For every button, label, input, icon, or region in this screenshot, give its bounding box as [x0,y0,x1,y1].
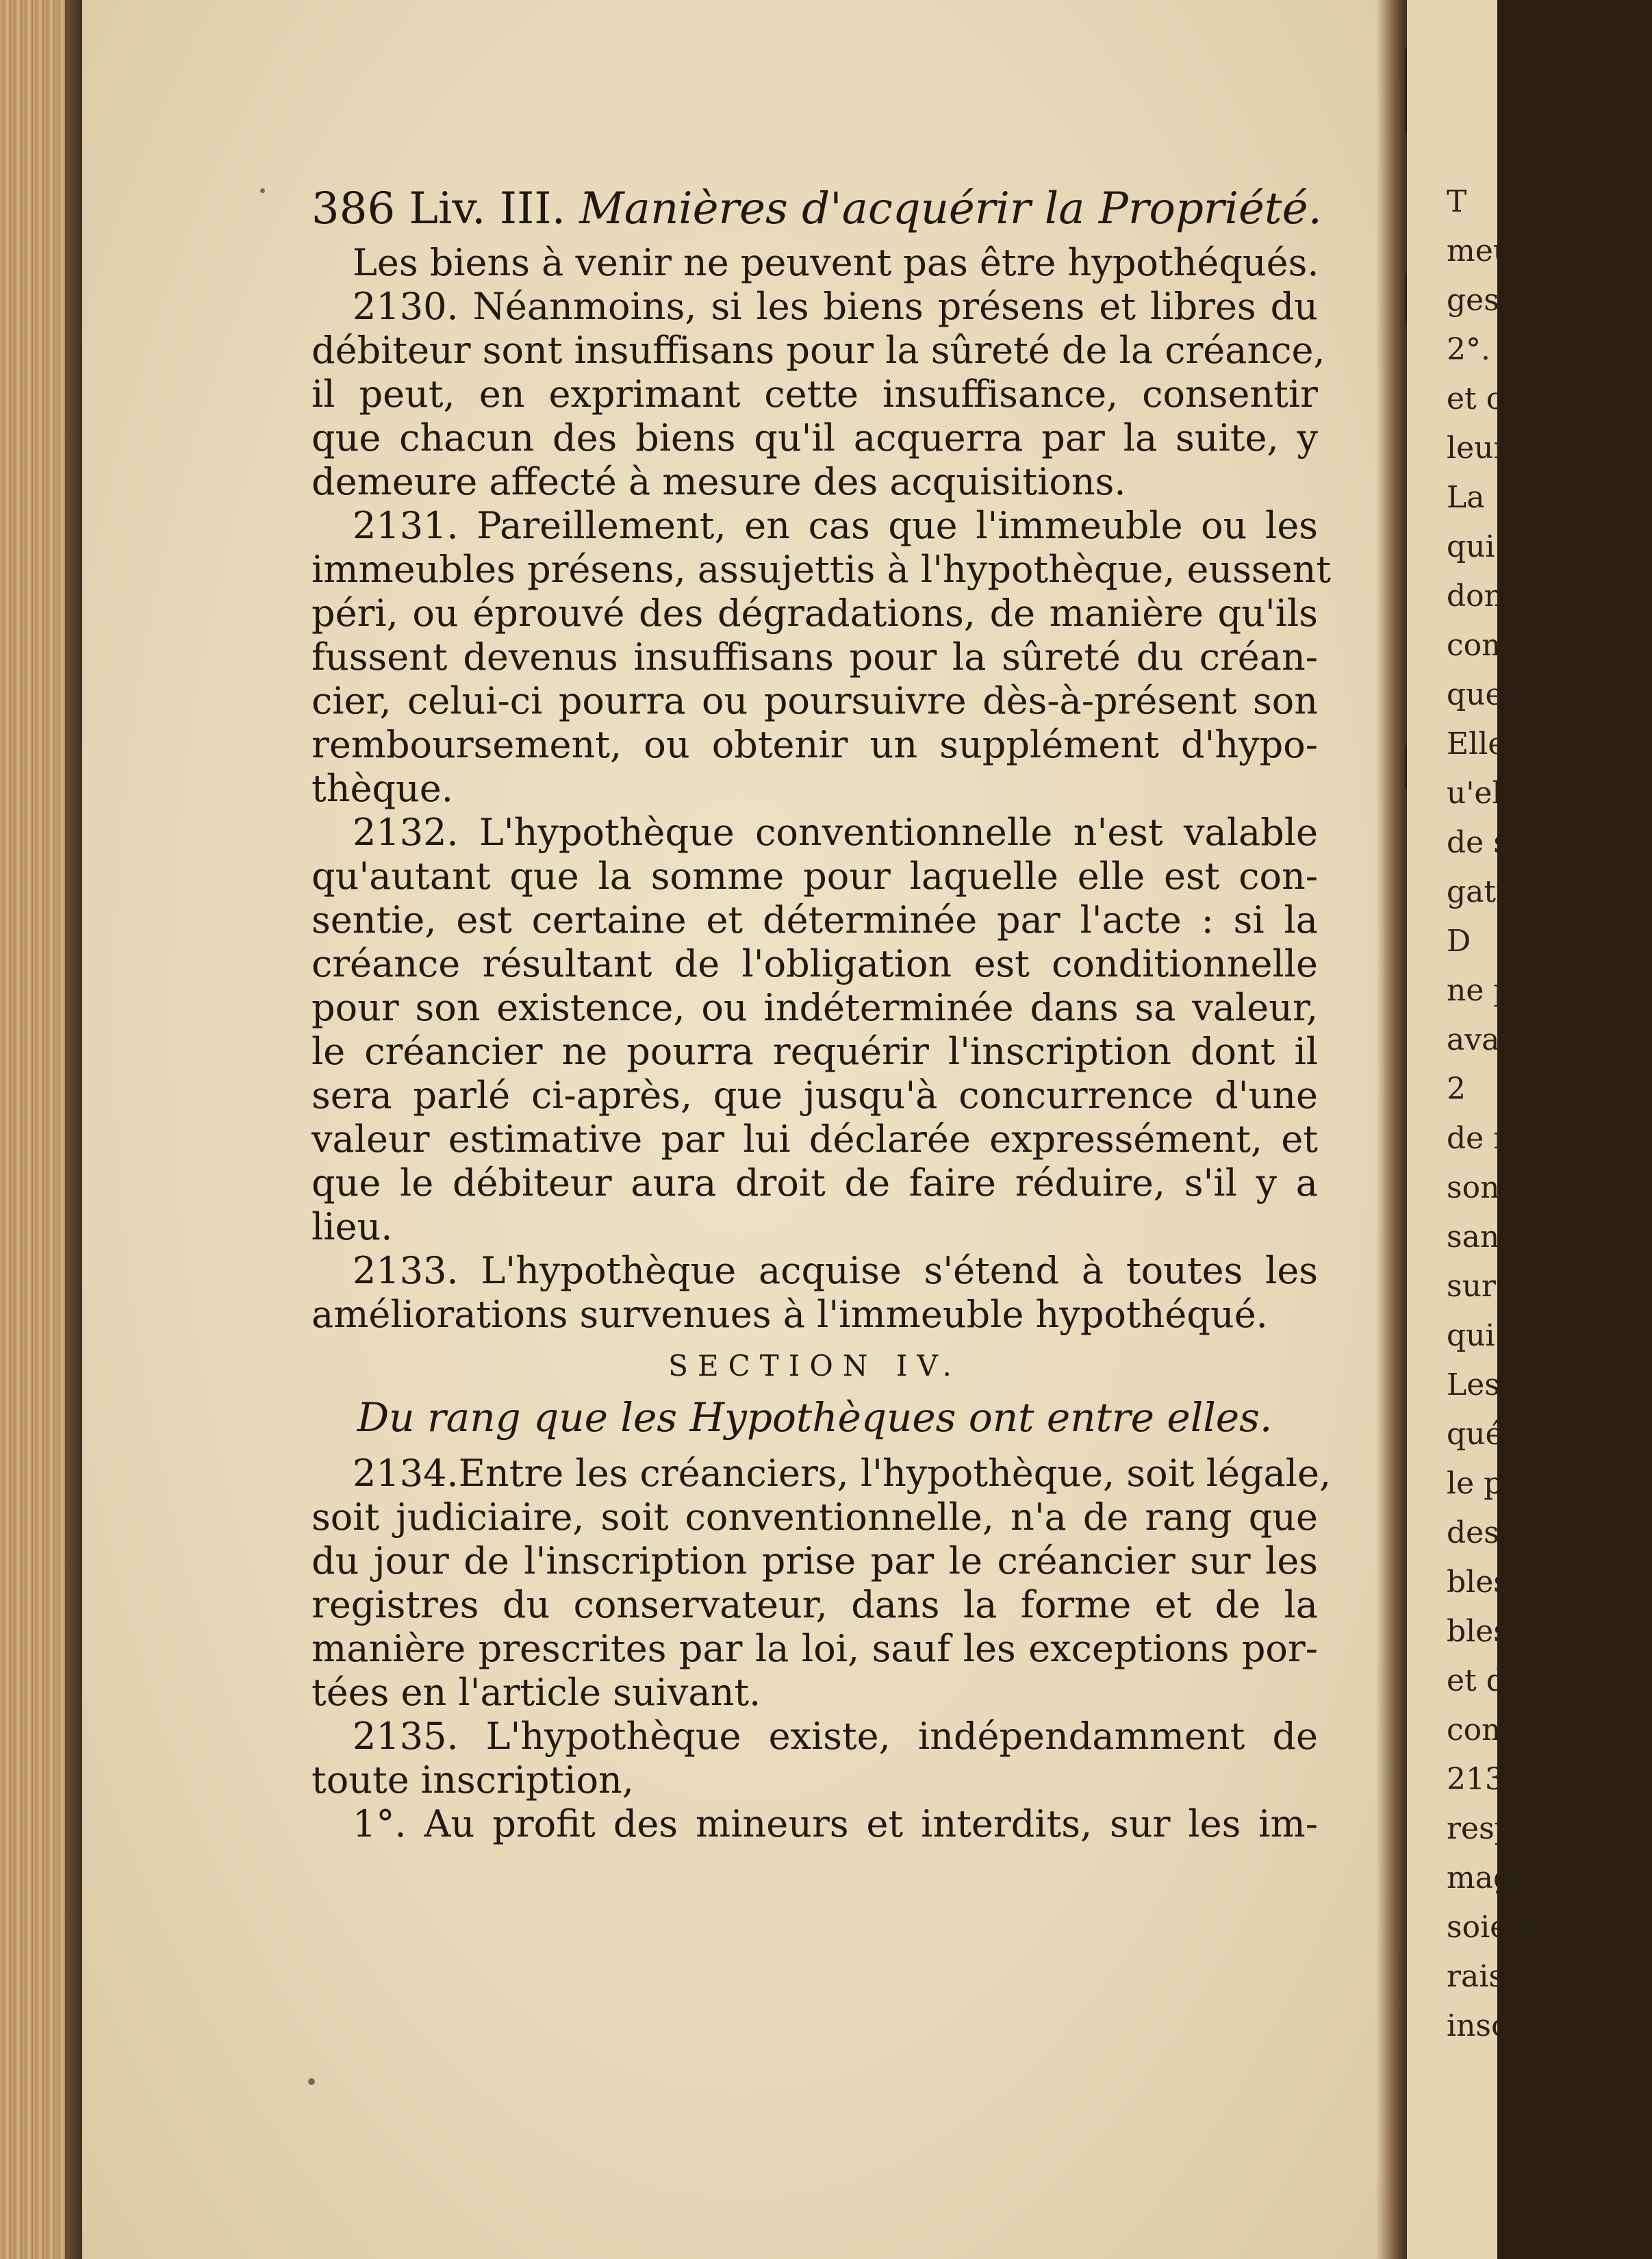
text-line: 2130. Néanmoins, si les biens présens et libres du [353,285,1318,328]
text-line: sentie, est certaine et déterminée par l'acte : si la [312,898,1318,942]
facing-page-fragment: quéri [1447,1417,1527,1452]
facing-page-fragment: Elle [1447,727,1506,761]
facing-page-fragment: inscri [1447,2008,1532,2043]
text-line: 2135. L'hypothèque existe, indépendamment de [353,1715,1318,1758]
text-line: tées en l'article suivant. [312,1671,761,1714]
facing-page-fragment: Les [1447,1367,1500,1402]
text-line: créance résultant de l'obligation est conditionnelle [312,942,1318,985]
facing-page-fragment: u'elle [1447,776,1529,811]
text-line: sera parlé ci-après, que jusqu'à concurrence d'une [312,1074,1318,1117]
text-line: 1°. Au profit des mineurs et interdits, sur les im- [353,1802,1318,1845]
facing-page-fragment: compt [1447,628,1542,663]
speck [260,188,265,193]
text-line: 2134.Entre les créanciers, l'hypothèque, soit légale, [353,1452,1332,1495]
text-line: débiteur sont insuffisans pour la sûreté de la créance, [312,329,1325,372]
book-gutter [1376,0,1407,2259]
text-line: demeure affecté à mesure des acquisitions. [312,460,1126,503]
text-line: registres du conservateur, dans la forme et de la [312,1583,1318,1626]
facing-page-fragment: et con [1447,381,1541,416]
text-line: du jour de l'inscription prise par le créancier sur les [312,1539,1318,1582]
text-line: lieu. [312,1205,393,1248]
text-line: soit judiciaire, soit conventionnelle, n'a de rang que [312,1496,1318,1539]
facing-page-fragment: leur n [1447,431,1537,466]
facing-page-fragment: comm [1447,1713,1539,1747]
text-block [312,1452,1332,1846]
facing-page-fragment: des p [1447,1515,1528,1550]
text-line: qu'autant que la somme pour laquelle elle est con- [312,855,1318,898]
facing-page-fragment: qui p [1447,529,1524,564]
text-line: le créancier ne pourra requérir l'inscription dont il [312,1030,1318,1073]
text-line: manière prescrites par la loi, sauf les exceptions por- [312,1627,1318,1670]
facing-page-fragment: soient [1447,1910,1540,1945]
facing-page-fragment: bles, [1447,1565,1518,1600]
text-line: thèque. [312,767,453,810]
header-title: Manières d'acquérir la Propriété. [579,184,1322,234]
text-line: il peut, en exprimant cette insuffisance, consentir [312,373,1318,416]
text-line: Les biens à venir ne peuvent pas être hypothéqués. [353,241,1319,284]
section-title: Du rang que les Hypothèques ont entre elles. [357,1394,1273,1441]
facing-page-fragment: meub [1447,234,1532,268]
facing-page-fragment: donat [1447,579,1534,614]
text-line: immeubles présens, assujettis à l'hypothèque, eussent [312,548,1332,591]
facing-page-fragment: 213 [1447,1762,1504,1797]
text-line: 2131. Pareillement, en cas que l'immeuble ou les [353,504,1318,547]
text-line: que chacun des biens qu'il acquerra par la suite, y [312,416,1318,459]
facing-page-fragment: qui p [1447,1318,1524,1353]
facing-page-fragment: de ses [1447,825,1542,860]
section-heading: SECTION IV. [668,1349,961,1383]
facing-page-fragment: sans [1447,1220,1515,1254]
running-header [312,184,1322,234]
book-fore-edge [0,0,65,2259]
facing-page-fragment: de r [1447,1121,1508,1156]
facing-page-fragment: 2°. [1447,332,1490,367]
text-line: valeur estimative par lui déclarée expressément, et [312,1118,1318,1161]
facing-page-fragment: avar [1447,1022,1514,1057]
text-line: fussent devenus insuffisans pour la sûreté du créan- [312,635,1318,679]
facing-page-fragment: 2 [1447,1072,1466,1107]
text-line: péri, ou éprouvé des dégradations, de manière qu'ils [312,592,1318,635]
facing-page-fragment: le pré [1447,1466,1536,1501]
page-content [312,184,1332,1846]
text-line: remboursement, ou obtenir un supplément d'hypo- [312,723,1318,766]
facing-page [1407,0,1547,2259]
text-line: toute inscription, [312,1758,634,1802]
facing-page-fragment: que le [1447,677,1540,712]
facing-page-fragment: T [1447,184,1467,219]
facing-page-fragment: gatio [1447,874,1524,909]
facing-page-fragment: raison [1447,1959,1542,1994]
facing-page-fragment: mages [1447,1860,1546,1895]
facing-page-fragment: sur le [1447,1269,1534,1304]
facing-page-fragment: La [1447,480,1485,515]
text-line: améliorations survenues à l'immeuble hypothéqué. [312,1293,1268,1336]
text-line: 2132. L'hypothèque conventionnelle n'est valable [353,811,1318,854]
text-line: pour son existence, ou indéterminée dans sa valeur, [312,986,1318,1029]
facing-page-fragment: respor [1447,1811,1547,1846]
speck [308,2078,315,2085]
text-line: cier, celui-ci pourra ou poursuivre dès-à-présent son [312,679,1318,722]
facing-page-fragment: gestio [1447,283,1540,318]
page-number: 386 [312,184,396,234]
facing-page-fragment: sont [1447,1170,1512,1205]
text-block [312,233,1332,1337]
facing-page-fragment: et de [1447,1663,1523,1698]
text-line: 2133. L'hypothèque acquise s'étend à toutes les [353,1249,1318,1292]
facing-page-fragment: D [1447,924,1471,959]
text-line: que le débiteur aura droit de faire réduire, s'il y a [312,1161,1318,1204]
facing-page-fragment: bles é [1447,1614,1536,1649]
book-label: Liv. III. [409,184,566,234]
facing-page-fragment: ne p [1447,973,1513,1008]
